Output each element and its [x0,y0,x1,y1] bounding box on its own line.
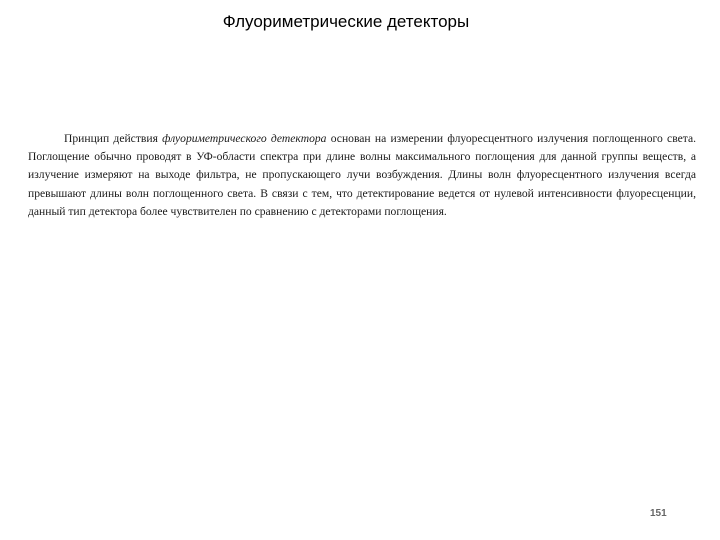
paragraph-lead: Принцип действия [64,132,163,145]
paragraph-emphasis: флуориметрического детектора [162,132,327,145]
slide-title: Флуориметрические детекторы [222,12,470,31]
paragraph-rest: основан на измерении флуоресцентного излучения поглощенного света. Поглощение обычно проводят в УФ-области спектра при длине волны максимального поглощения для данной группы веществ, а излучение измеряют на выходе фильтра, не пропускающего лучи возбуждения. Длины волн флуоресцентного излучения всегда превышают длины волн поглощенного света. В связи с тем, что детектирование ведется от нулевой интенсивности флуоресценции, данный тип детектора более чувствителен по сравнению с детекторами поглощения. [28,132,696,218]
body-paragraph [28,130,696,221]
page-number: 151 [650,508,667,519]
